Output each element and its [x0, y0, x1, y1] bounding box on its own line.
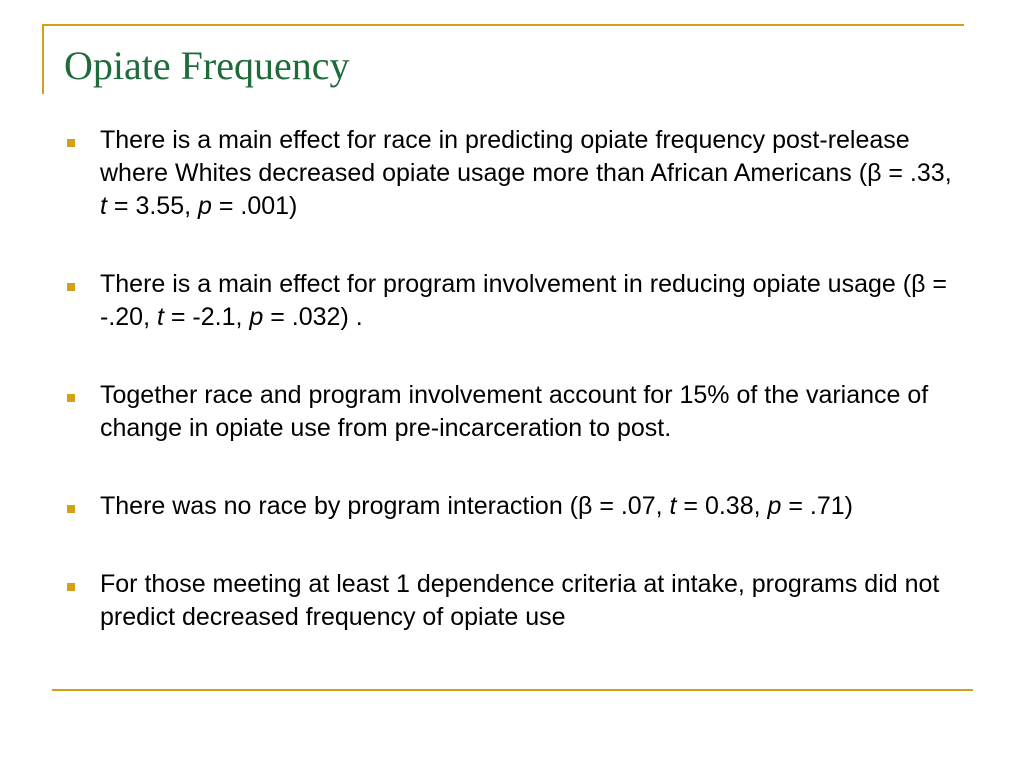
- footer-rule: [52, 689, 973, 691]
- bullet-text: [100, 270, 947, 331]
- bullet-text-run: = .001): [211, 192, 298, 220]
- square-bullet-icon: [67, 505, 75, 513]
- bullet-item: [60, 268, 960, 334]
- bullet-text-run: = -2.1,: [163, 303, 250, 331]
- title-frame-top-rule: [42, 24, 964, 26]
- bullet-text-run-italic: t: [100, 192, 107, 220]
- square-bullet-icon: [67, 283, 75, 291]
- bullet-text-run: = 0.38,: [676, 492, 768, 520]
- slide-title: Opiate Frequency: [64, 43, 350, 88]
- title-frame-left-rule: [42, 24, 44, 94]
- bullet-text: [100, 570, 939, 631]
- bullet-text-run-italic: t: [156, 303, 164, 331]
- bullet-text-run-italic: p: [249, 303, 264, 331]
- bullet-text: [100, 381, 928, 442]
- bullet-text-run-italic: p: [198, 192, 212, 220]
- bullet-item: [60, 568, 960, 634]
- bullet-list: [60, 124, 960, 679]
- bullet-item: [60, 124, 960, 223]
- bullet-text-run: For those meeting at least 1 dependence criteria at intake, programs did not predict decreased frequency of opiate use: [100, 570, 940, 631]
- bullet-text-run: = .032) .: [263, 303, 363, 331]
- bullet-text: [100, 126, 952, 220]
- bullet-item: [60, 379, 960, 445]
- bullet-text: [100, 492, 853, 520]
- bullet-text-run: = 3.55,: [106, 192, 198, 220]
- bullet-text-run: There is a main effect for race in predicting opiate frequency post-release where Whites decreased opiate usage more than African Americans (β = .33,: [100, 126, 952, 187]
- square-bullet-icon: [67, 583, 75, 591]
- bullet-text-run-italic: p: [767, 492, 782, 520]
- bullet-text-run: = .71): [781, 492, 853, 520]
- bullet-text-run-italic: t: [669, 492, 677, 520]
- bullet-text-run: There is a main effect for program involvement in reducing opiate usage (β = -.20,: [100, 270, 947, 331]
- bullet-text-run: There was no race by program interaction (β = .07,: [100, 492, 670, 520]
- bullet-item: [60, 490, 960, 523]
- square-bullet-icon: [67, 394, 75, 402]
- bullet-text-run: Together race and program involvement account for 15% of the variance of change in opiate use from pre-incarceration to post.: [100, 381, 929, 442]
- square-bullet-icon: [67, 139, 75, 147]
